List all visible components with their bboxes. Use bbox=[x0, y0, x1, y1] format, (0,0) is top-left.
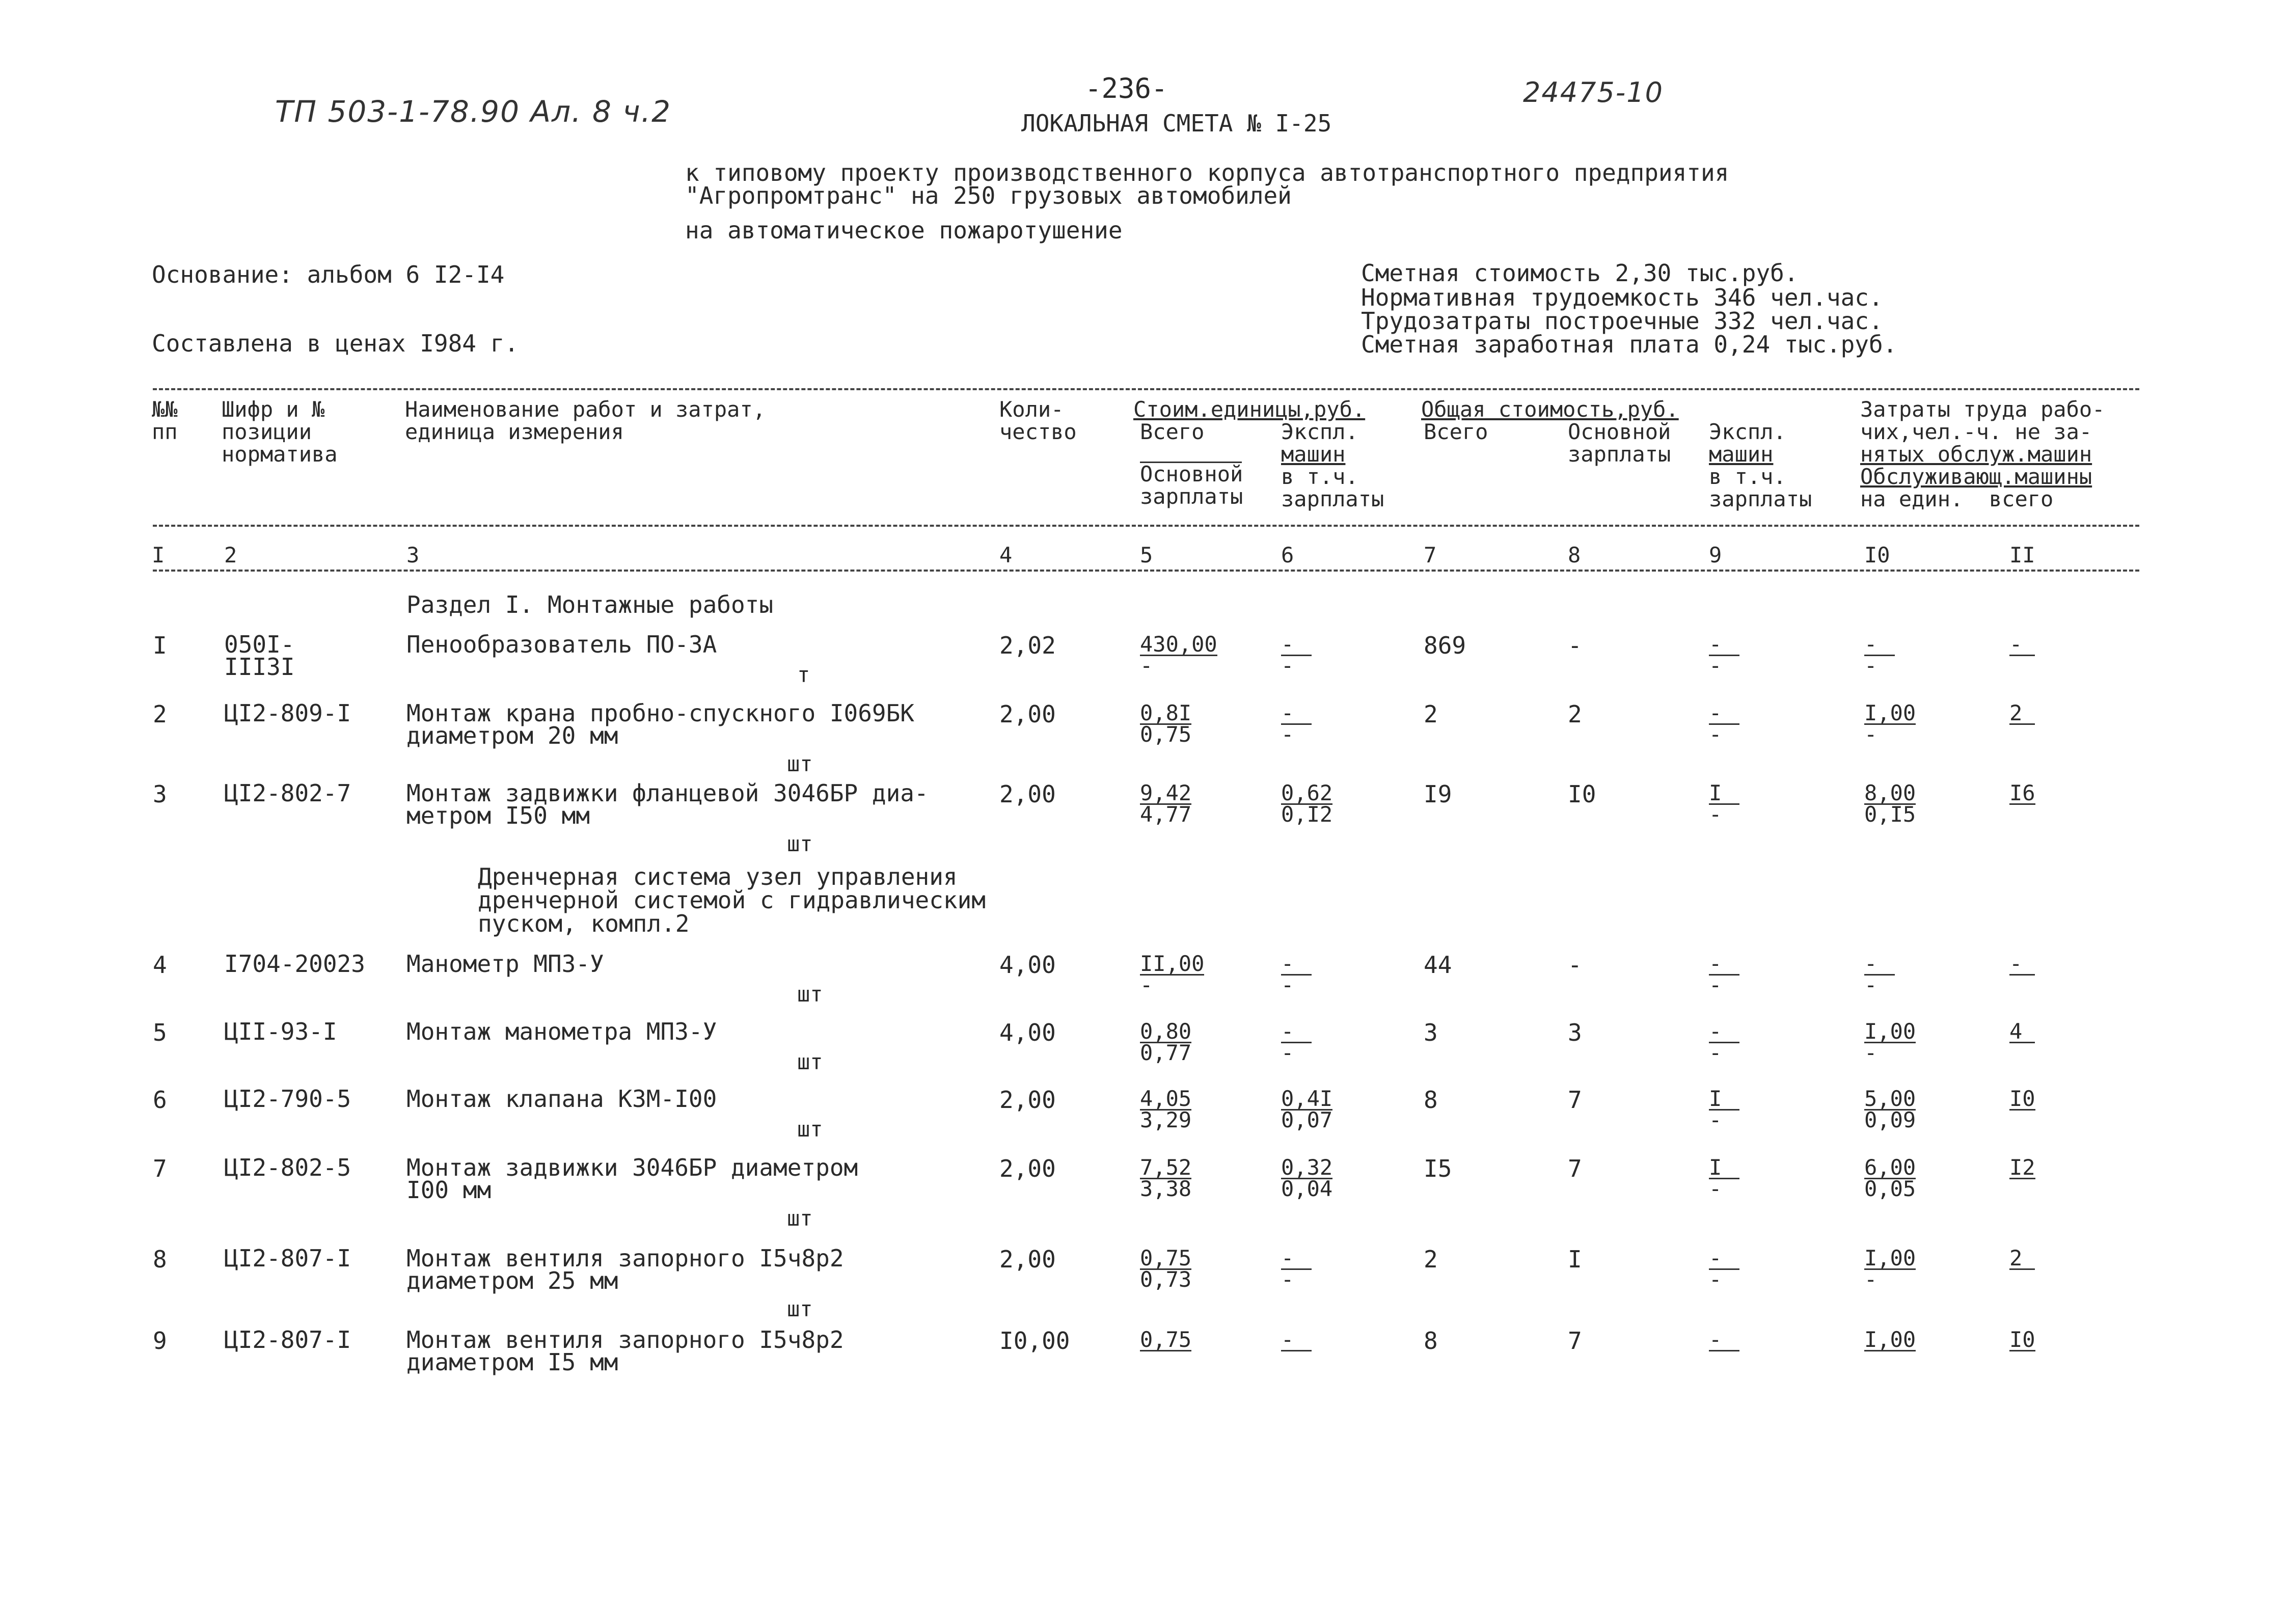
work-name-line: диаметром 25 мм bbox=[406, 1267, 618, 1294]
handwritten-reference: ТП 503-1-78.90 Ал. 8 ч.2 bbox=[275, 94, 671, 129]
quantity: 2,00 bbox=[999, 1155, 1056, 1182]
document-title: ЛОКАЛЬНАЯ СМЕТА № I-25 bbox=[1021, 110, 1332, 137]
unit-of-measure: т bbox=[797, 662, 810, 687]
work-name bbox=[406, 1154, 858, 1204]
price-level: Составлена в ценах I984 г. bbox=[152, 330, 519, 357]
summary-estimated-cost: Сметная стоимость 2,30 тыс.руб. bbox=[1361, 259, 1799, 287]
unit-cost-total bbox=[1140, 700, 1192, 747]
labor-per-unit-top: - bbox=[1864, 954, 1895, 976]
work-name bbox=[406, 1244, 844, 1294]
labor-total bbox=[2009, 702, 2035, 725]
unit-of-measure: шт bbox=[787, 751, 813, 776]
column-number-10: I0 bbox=[1864, 543, 1890, 567]
unit-cost-machines bbox=[1281, 1020, 1312, 1063]
total-machines bbox=[1709, 1246, 1739, 1292]
row-number: 8 bbox=[153, 1246, 167, 1273]
unit-cost-machines-bottom: 0,04 bbox=[1281, 1176, 1333, 1201]
position-code-line: ЦI2-809-I bbox=[224, 699, 351, 727]
labor-per-unit-bottom: - bbox=[1864, 1267, 1877, 1292]
total-machines-bottom: - bbox=[1709, 722, 1722, 747]
total-base-wages: - bbox=[1568, 951, 1582, 979]
labor-total-value: I0 bbox=[2009, 1086, 2035, 1111]
total-machines-top: - bbox=[1709, 1330, 1739, 1351]
total-machines-bottom: - bbox=[1709, 1040, 1722, 1065]
summary-normative-labor: Нормативная трудоемкость 346 чел.час. bbox=[1361, 284, 1883, 311]
unit-cost-total-top: 0,80 bbox=[1140, 1019, 1192, 1044]
column-number-9: 9 bbox=[1709, 543, 1722, 567]
work-name-line: Манометр МПЗ-У bbox=[406, 950, 604, 978]
position-code bbox=[224, 699, 351, 727]
basis: Основание: альбом 6 I2-I4 bbox=[152, 261, 505, 288]
work-name-line: I00 мм bbox=[406, 1176, 492, 1204]
unit-cost-machines-top: - bbox=[1281, 1248, 1312, 1270]
total-machines bbox=[1709, 953, 1739, 995]
unit-cost-total-top: 4,05 bbox=[1140, 1086, 1192, 1111]
labor-total bbox=[2009, 1020, 2035, 1043]
labor-per-unit-top: - bbox=[1864, 634, 1895, 656]
position-code-line: ЦI2-790-5 bbox=[224, 1085, 351, 1113]
labor-per-unit-top: 8,00 bbox=[1864, 780, 1916, 805]
subtitle-line-2: "Агропромтранс" на 250 грузовых автомобилей bbox=[685, 182, 1292, 209]
total-cost: 3 bbox=[1424, 1019, 1438, 1046]
total-machines-top: I bbox=[1709, 1089, 1739, 1111]
total-machines bbox=[1709, 1020, 1739, 1063]
total-machines-bottom: - bbox=[1709, 1176, 1722, 1201]
work-name bbox=[406, 1326, 844, 1376]
unit-of-measure: шт bbox=[787, 831, 813, 856]
unit-cost-total bbox=[1140, 1246, 1192, 1292]
work-name bbox=[406, 633, 717, 656]
total-base-wages: 7 bbox=[1568, 1086, 1582, 1114]
labor-total-value: 2 bbox=[2009, 703, 2035, 725]
labor-total bbox=[2009, 782, 2035, 805]
unit-cost-total-top: II,00 bbox=[1140, 951, 1205, 976]
position-code-line: III3I bbox=[224, 653, 295, 681]
unit-cost-machines-bottom: 0,07 bbox=[1281, 1107, 1333, 1132]
unit-of-measure: шт bbox=[787, 1206, 813, 1231]
labor-per-unit-bottom: 0,05 bbox=[1864, 1176, 1916, 1201]
unit-cost-machines bbox=[1281, 953, 1312, 995]
labor-per-unit bbox=[1864, 780, 1916, 827]
unit-cost-machines bbox=[1281, 1088, 1332, 1130]
work-name-line: Монтаж задвижки фланцевой 3046БР диа- bbox=[406, 779, 929, 807]
labor-per-unit bbox=[1864, 953, 1895, 995]
position-code bbox=[224, 1326, 351, 1354]
position-code bbox=[224, 631, 295, 681]
unit-cost-machines-bottom: - bbox=[1281, 1040, 1294, 1065]
unit-cost-total bbox=[1140, 1088, 1191, 1130]
header-col-9: Экспл. машин в т.ч. зарплаты bbox=[1709, 419, 1812, 511]
unit-cost-machines-bottom: - bbox=[1281, 1267, 1294, 1292]
labor-total-value: I6 bbox=[2009, 780, 2035, 805]
unit-of-measure: шт bbox=[797, 1049, 823, 1074]
header-bottom-rule bbox=[153, 525, 2139, 527]
labor-total bbox=[2009, 953, 2035, 976]
labor-total-value: 2 bbox=[2009, 1248, 2035, 1270]
unit-cost-machines bbox=[1281, 700, 1312, 747]
labor-per-unit-bottom: - bbox=[1864, 722, 1877, 747]
header-total-cost: Общая стоимость,руб. bbox=[1421, 397, 1679, 422]
column-number-7: 7 bbox=[1424, 543, 1437, 567]
unit-cost-total bbox=[1140, 1020, 1191, 1063]
total-base-wages: 7 bbox=[1568, 1155, 1582, 1182]
unit-cost-machines bbox=[1281, 1246, 1312, 1292]
group-note: Дренчерная система узел управления дренчерной системой с гидравлическим пуском, компл.2 bbox=[478, 863, 986, 937]
header-top-rule bbox=[153, 388, 2139, 390]
header-col-11: всего bbox=[1989, 486, 2054, 511]
quantity: 2,00 bbox=[999, 1246, 1056, 1273]
quantity: 4,00 bbox=[999, 951, 1056, 979]
position-code-line: 050I- bbox=[224, 631, 295, 658]
total-cost: 8 bbox=[1424, 1327, 1438, 1355]
row-number: 3 bbox=[153, 780, 167, 808]
total-machines-bottom: - bbox=[1709, 653, 1722, 678]
position-code bbox=[224, 1244, 351, 1272]
work-name bbox=[406, 699, 914, 749]
column-number-6: 6 bbox=[1281, 543, 1294, 567]
row-number: 9 bbox=[153, 1327, 167, 1355]
labor-per-unit bbox=[1864, 1020, 1916, 1063]
subtitle-line-3: на автоматическое пожаротушение bbox=[685, 216, 1123, 244]
total-machines-bottom: - bbox=[1709, 1267, 1722, 1292]
header-unit-cost: Стоим.единицы,руб. bbox=[1133, 397, 1366, 422]
work-name-line: Монтаж манометра МПЗ-У bbox=[406, 1018, 717, 1045]
unit-cost-machines-top: - bbox=[1281, 954, 1312, 976]
quantity: 2,02 bbox=[999, 632, 1056, 659]
total-machines bbox=[1709, 1088, 1739, 1130]
header-col-7: Всего bbox=[1424, 419, 1488, 444]
summary-construction-labor: Трудозатраты построечные 332 чел.час. bbox=[1361, 307, 1883, 335]
labor-total-value: - bbox=[2009, 634, 2035, 656]
work-name-line: диаметром 20 мм bbox=[406, 722, 618, 749]
unit-cost-total bbox=[1140, 1156, 1191, 1199]
unit-cost-machines-bottom: - bbox=[1281, 722, 1294, 747]
total-cost: I9 bbox=[1424, 780, 1452, 808]
work-name bbox=[406, 1085, 717, 1113]
unit-cost-machines bbox=[1281, 1156, 1332, 1199]
labor-per-unit-top: I,00 bbox=[1864, 1246, 1916, 1270]
total-cost: 869 bbox=[1424, 632, 1466, 659]
total-machines-top: - bbox=[1709, 634, 1739, 656]
total-cost: I5 bbox=[1424, 1155, 1452, 1182]
total-machines-top: - bbox=[1709, 1021, 1739, 1043]
header-col-8: Основной зарплаты bbox=[1568, 419, 1671, 467]
unit-of-measure: шт bbox=[797, 1117, 823, 1142]
header-col-1: №№ пп bbox=[152, 397, 178, 444]
unit-cost-machines-bottom: 0,I2 bbox=[1281, 802, 1333, 827]
labor-per-unit-bottom: 0,09 bbox=[1864, 1107, 1916, 1132]
work-name bbox=[406, 950, 604, 978]
unit-cost-total-top: 0,75 bbox=[1140, 1327, 1192, 1352]
row-number: 6 bbox=[153, 1086, 167, 1114]
quantity: 2,00 bbox=[999, 1086, 1056, 1114]
position-code-line: ЦI2-802-7 bbox=[224, 779, 351, 807]
unit-cost-total-bottom: 0,77 bbox=[1140, 1040, 1192, 1065]
row-number: 2 bbox=[153, 700, 167, 728]
position-code-line: ЦII-93-I bbox=[224, 1018, 337, 1045]
total-machines-bottom: - bbox=[1709, 1107, 1722, 1132]
row-number: 4 bbox=[153, 951, 167, 979]
column-number-5: 5 bbox=[1140, 543, 1153, 567]
header-col-2: Шифр и № позиции норматива bbox=[222, 397, 338, 467]
header-col-3: Наименование работ и затрат, единица измерения bbox=[405, 397, 766, 444]
total-machines-top: I bbox=[1709, 1157, 1739, 1179]
labor-per-unit-top: 6,00 bbox=[1864, 1155, 1916, 1180]
total-machines-top: - bbox=[1709, 1248, 1739, 1270]
unit-cost-total-bottom: - bbox=[1140, 653, 1153, 678]
work-name-line: Монтаж вентиля запорного I5ч8р2 bbox=[406, 1244, 844, 1272]
quantity: 2,00 bbox=[999, 780, 1056, 808]
position-code-line: I704-20023 bbox=[224, 950, 365, 978]
labor-per-unit bbox=[1864, 1156, 1916, 1199]
work-name-line: Монтаж вентиля запорного I5ч8р2 bbox=[406, 1326, 844, 1354]
summary-wages: Сметная заработная плата 0,24 тыс.руб. bbox=[1361, 331, 1897, 358]
column-number-3: 3 bbox=[406, 543, 420, 567]
total-machines-top: - bbox=[1709, 703, 1739, 725]
header-col-6: Экспл. машин в т.ч. зарплаты bbox=[1281, 419, 1384, 511]
labor-total-value: I0 bbox=[2009, 1327, 2035, 1352]
total-base-wages: - bbox=[1568, 632, 1582, 659]
unit-cost-machines-bottom: - bbox=[1281, 972, 1294, 997]
labor-total bbox=[2009, 1156, 2035, 1179]
quantity: I0,00 bbox=[999, 1327, 1070, 1355]
total-base-wages: I0 bbox=[1568, 780, 1596, 808]
position-code-line: ЦI2-807-I bbox=[224, 1244, 351, 1272]
labor-per-unit-top: 5,00 bbox=[1864, 1086, 1916, 1111]
total-cost: 2 bbox=[1424, 1246, 1438, 1273]
page-number: -236- bbox=[1085, 72, 1168, 104]
labor-per-unit-bottom: 0,I5 bbox=[1864, 802, 1916, 827]
total-machines bbox=[1709, 1156, 1739, 1199]
unit-cost-machines-bottom: - bbox=[1281, 653, 1294, 678]
total-cost: 44 bbox=[1424, 951, 1452, 979]
labor-total-value: - bbox=[2009, 954, 2035, 976]
unit-cost-machines-top: 0,4I bbox=[1281, 1086, 1333, 1111]
total-machines-bottom: - bbox=[1709, 972, 1722, 997]
total-cost: 2 bbox=[1424, 700, 1438, 728]
labor-per-unit-bottom: - bbox=[1864, 653, 1877, 678]
row-number: 5 bbox=[153, 1019, 167, 1046]
labor-total bbox=[2009, 1088, 2035, 1111]
total-machines bbox=[1709, 780, 1739, 827]
row-number: 7 bbox=[153, 1155, 167, 1182]
unit-cost-total bbox=[1140, 1329, 1191, 1351]
unit-cost-total-bottom: 3,29 bbox=[1140, 1107, 1192, 1132]
column-number-4: 4 bbox=[999, 543, 1013, 567]
unit-of-measure: шт bbox=[797, 982, 823, 1007]
unit-cost-total-bottom: 3,38 bbox=[1140, 1176, 1192, 1201]
unit-cost-total-top: 0,75 bbox=[1140, 1246, 1192, 1270]
unit-cost-machines-top: 0,62 bbox=[1281, 780, 1333, 805]
work-name-line: Монтаж задвижки 3046БР диаметром bbox=[406, 1154, 858, 1181]
position-code-line: ЦI2-802-5 bbox=[224, 1154, 351, 1181]
total-machines-top: I bbox=[1709, 783, 1739, 805]
labor-per-unit-top: I,00 bbox=[1864, 1327, 1916, 1352]
unit-cost-total bbox=[1140, 632, 1217, 678]
work-name bbox=[406, 779, 929, 829]
total-machines bbox=[1709, 632, 1739, 678]
row-number: I bbox=[153, 632, 167, 659]
header-col-5: Всего Основной зарплаты bbox=[1140, 419, 1243, 509]
column-number-11: II bbox=[2009, 543, 2035, 567]
unit-cost-total-top: 9,42 bbox=[1140, 780, 1192, 805]
work-name-line: Монтаж крана пробно-спускного I069БК bbox=[406, 699, 914, 727]
unit-cost-machines-top: - bbox=[1281, 703, 1312, 725]
unit-cost-machines-top: - bbox=[1281, 1021, 1312, 1043]
unit-cost-machines bbox=[1281, 632, 1312, 678]
work-name-line: Монтаж клапана КЗМ-I00 bbox=[406, 1085, 717, 1113]
column-number-rule bbox=[153, 570, 2139, 572]
quantity: 2,00 bbox=[999, 700, 1056, 728]
unit-cost-machines-top: - bbox=[1281, 634, 1312, 656]
unit-cost-machines-top: 0,32 bbox=[1281, 1155, 1333, 1180]
labor-per-unit bbox=[1864, 1088, 1916, 1130]
unit-cost-total-top: 7,52 bbox=[1140, 1155, 1192, 1180]
total-machines-top: - bbox=[1709, 954, 1739, 976]
labor-per-unit-bottom: - bbox=[1864, 1040, 1877, 1065]
labor-per-unit bbox=[1864, 700, 1916, 747]
total-machines-bottom: - bbox=[1709, 802, 1722, 827]
position-code-line: ЦI2-807-I bbox=[224, 1326, 351, 1354]
work-name-line: Пенообразователь ПО-3А bbox=[406, 631, 717, 658]
position-code bbox=[224, 1020, 337, 1043]
position-code bbox=[224, 950, 365, 978]
column-number-8: 8 bbox=[1568, 543, 1581, 567]
unit-cost-total-top: 430,00 bbox=[1140, 632, 1217, 657]
subtitle-line-1: к типовому проекту производственного корпуса автотранспортного предприятия bbox=[685, 159, 1729, 186]
labor-per-unit-top: I,00 bbox=[1864, 700, 1916, 725]
quantity: 4,00 bbox=[999, 1019, 1056, 1046]
unit-cost-total-bottom: 0,73 bbox=[1140, 1267, 1192, 1292]
unit-cost-total bbox=[1140, 953, 1204, 995]
labor-total bbox=[2009, 1329, 2035, 1351]
header-col-4: Коли- чество bbox=[999, 397, 1077, 444]
position-code bbox=[224, 1156, 351, 1179]
unit-cost-machines-top: - bbox=[1281, 1330, 1312, 1351]
labor-per-unit bbox=[1864, 1246, 1916, 1292]
total-machines bbox=[1709, 700, 1739, 747]
unit-of-measure: шт bbox=[787, 1296, 813, 1321]
header-labor: Затраты труда рабо- чих,чел.-ч. не за- нятых обслуж.машин Обслуживающ.машины на един. всего bbox=[1860, 397, 2105, 511]
labor-total bbox=[2009, 633, 2035, 656]
labor-per-unit bbox=[1864, 1329, 1916, 1351]
unit-cost-total bbox=[1140, 780, 1192, 827]
unit-cost-machines bbox=[1281, 780, 1333, 827]
header-col-10: на един. bbox=[1860, 486, 1964, 511]
unit-cost-total-bottom: - bbox=[1140, 972, 1153, 997]
work-name bbox=[406, 1020, 717, 1043]
unit-cost-machines bbox=[1281, 1329, 1312, 1351]
total-base-wages: 7 bbox=[1568, 1327, 1582, 1355]
section-heading: Раздел I. Монтажные работы bbox=[406, 591, 774, 618]
document-code: 24475-10 bbox=[1523, 76, 1664, 109]
column-number-2: 2 bbox=[224, 543, 237, 567]
column-number-1: I bbox=[152, 543, 165, 567]
total-base-wages: 2 bbox=[1568, 700, 1582, 728]
total-base-wages: I bbox=[1568, 1246, 1582, 1273]
labor-total bbox=[2009, 1247, 2035, 1270]
unit-cost-total-bottom: 0,75 bbox=[1140, 722, 1192, 747]
work-name-line: метром I50 мм bbox=[406, 802, 590, 829]
total-machines bbox=[1709, 1329, 1739, 1351]
position-code bbox=[224, 1085, 351, 1113]
labor-per-unit bbox=[1864, 632, 1895, 678]
total-base-wages: 3 bbox=[1568, 1019, 1582, 1046]
position-code bbox=[224, 779, 351, 807]
labor-total-value: 4 bbox=[2009, 1021, 2035, 1043]
unit-cost-total-top: 0,8I bbox=[1140, 700, 1192, 725]
unit-cost-total-bottom: 4,77 bbox=[1140, 802, 1192, 827]
work-name-line: диаметром I5 мм bbox=[406, 1348, 618, 1376]
total-cost: 8 bbox=[1424, 1086, 1438, 1114]
labor-per-unit-top: I,00 bbox=[1864, 1019, 1916, 1044]
labor-total-value: I2 bbox=[2009, 1155, 2035, 1180]
labor-per-unit-bottom: - bbox=[1864, 972, 1877, 997]
